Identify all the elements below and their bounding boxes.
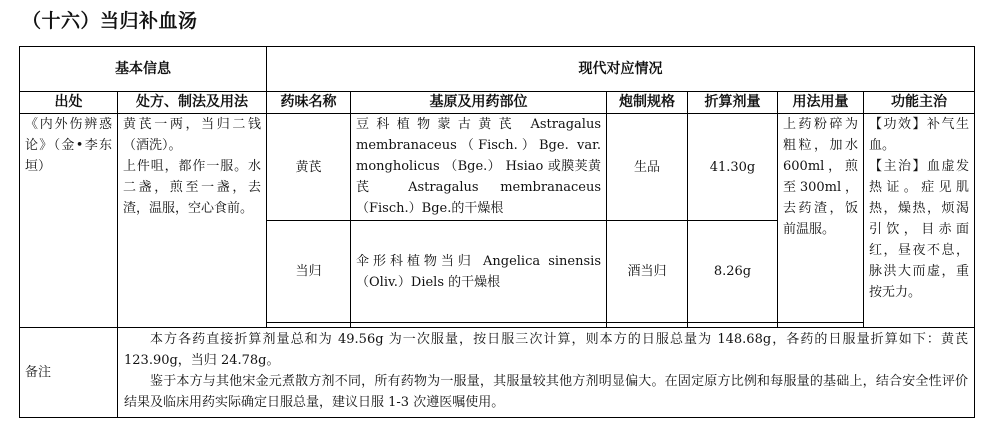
page-title: （十六）当归补血汤 [22,10,198,32]
remark-cell [118,328,975,418]
herb-name-cell: 黄芪 [267,114,351,221]
prescription-line-1: 黄芪一两，当归二钱（酒洗）。 [123,117,261,153]
header-modern: 现代对应情况 [267,47,975,92]
header-dose: 折算剂量 [688,92,778,114]
herb-name-cell: 当归 [267,221,351,323]
header-usage: 用法用量 [778,92,864,114]
header-row-2 [20,92,975,114]
prescription-line-2: 上件咀，都作一服。水二盏，煎至一盏，去渣，温服，空心食前。 [123,159,261,216]
prescription-cell [118,114,267,328]
herb-processing-cell: 酒当归 [607,221,688,323]
herb-dose-cell: 41.30g [688,114,778,221]
remark-row [20,328,975,418]
function-cell [864,114,975,328]
herb-origin-cell: 豆科植物蒙古黄芪 Astragalus membranaceus（Fisch.）Bge. var. mongholicus （Bge.） Hsiao 或膜荚黄芪 Astragalus membranaceus （Fisch.）Bge.的干燥根 [351,114,607,221]
header-prescription: 处方、制法及用法 [118,92,267,114]
herb-origin-cell: 伞形科植物当归 Angelica sinensis（Oliv.）Diels 的干燥根 [351,221,607,323]
remark-label: 备注 [20,328,118,418]
herb-processing-cell: 生品 [607,114,688,221]
remark-paragraph-1: 本方各药直接折算剂量总和为 49.56g 为一次服量，按日服三次计算，则本方的日服总量为 148.68g，各药的日服量折算如下：黄芪 123.90g，当归 24.78g。 [124,332,969,368]
function-indication: 【主治】血虚发热证。症见肌热，燥热，烦渴引饮，目赤面红，昼夜不息，脉洪大而虚，重按无力。 [869,159,970,300]
header-function: 功能主治 [864,92,975,114]
herb-row-1 [20,114,975,221]
formula-table [19,46,975,418]
header-processing: 炮制规格 [607,92,688,114]
header-basic-info: 基本信息 [20,47,267,92]
usage-cell: 上药粉碎为粗粒，加水600ml，煎至300ml，去药渣，饭前温服。 [778,114,864,323]
header-row-1 [20,47,975,92]
function-efficacy: 【功效】补气生血。 [869,117,970,153]
herb-dose-cell: 8.26g [688,221,778,323]
header-herb-name: 药味名称 [267,92,351,114]
remark-paragraph-2: 鉴于本方与其他宋金元煮散方剂不同，所有药物为一服量，其服量较其他方剂明显偏大。在固定原方比例和每服量的基础上，结合安全性评价结果及临床用药实际确定日服总量，建议日服 1-3 次遵医嘱使用。 [124,374,969,410]
header-source: 出处 [20,92,118,114]
source-cell: 《内外伤辨惑论》（金•李东垣） [20,114,118,328]
header-origin: 基原及用药部位 [351,92,607,114]
